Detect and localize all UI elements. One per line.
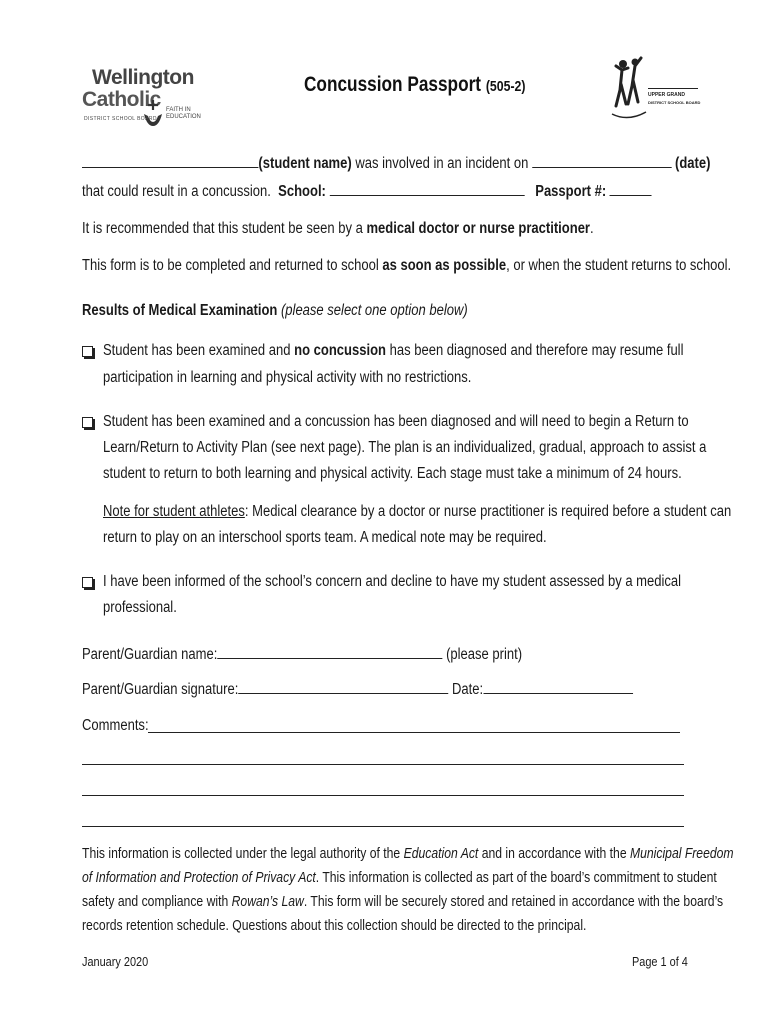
figures-logo-icon: [608, 56, 648, 128]
footer-page-number: Page 1 of 4: [632, 954, 688, 969]
footer-date: January 2020: [82, 954, 149, 969]
guardian-name-field[interactable]: [217, 646, 442, 659]
privacy-line-2: of Information and Protection of Privacy Act. This information is collected as part of the board’s commitment to student: [82, 870, 717, 886]
logo-text-catholic: Catholic: [82, 88, 161, 111]
wellington-catholic-logo: [82, 66, 202, 130]
intro-line-1: (student name) was involved in an incident on (date): [82, 155, 770, 173]
comments-field-line-2[interactable]: [82, 764, 684, 765]
option-3-line-1: I have been informed of the school’s concern and decline to have my student assessed by a medical: [103, 573, 682, 590]
privacy-line-3: safety and compliance with Rowan’s Law. This form will be securely stored and retained in accordance with the board’s: [82, 894, 724, 910]
signature-date-field[interactable]: [483, 681, 633, 694]
comments-field-line-3[interactable]: [82, 795, 684, 796]
comments-label: Comments:: [82, 717, 149, 734]
school-field[interactable]: [330, 183, 525, 196]
option-1-line-2: participation in learning and physical activity with no restrictions.: [103, 369, 472, 386]
intro-line-2: that could result in a concussion. School: Passport #:: [82, 183, 760, 201]
incident-date-field[interactable]: [532, 155, 671, 168]
logo-cross-icon: [142, 98, 164, 128]
privacy-line-1: This information is collected under the legal authority of the Education Act and in accordance with the Municipal Freedom: [82, 846, 734, 862]
comments-field-line-4[interactable]: [82, 826, 684, 827]
option-3-line-2: professional.: [103, 599, 177, 616]
logo-subtitle: DISTRICT SCHOOL BOARD: [84, 116, 157, 122]
student-name-field[interactable]: [82, 155, 258, 168]
option-decline-assessment-checkbox[interactable]: [82, 577, 93, 588]
logo-right-text-1: UPPER GRAND: [648, 92, 685, 98]
comments-field-line-1[interactable]: [148, 732, 680, 733]
recommendation-text: It is recommended that this student be seen by a medical doctor or nurse practitioner.: [82, 220, 594, 237]
option-2-line-1: Student has been examined and a concussion has been diagnosed and will need to begin a Return to: [103, 413, 689, 430]
guardian-signature-field[interactable]: [238, 681, 448, 694]
option-1-line-1: Student has been examined and no concussion has been diagnosed and therefore may resume full: [103, 342, 684, 359]
results-heading: Results of Medical Examination (please select one option below): [82, 302, 468, 319]
passport-number-field[interactable]: [610, 183, 652, 196]
logo-text-wellington: Wellington: [92, 66, 194, 89]
upper-grand-logo: [608, 56, 704, 128]
option-2-line-3: student to return to both learning and physical activity. Each stage must take a minimum of 24 hours.: [103, 465, 682, 482]
completion-instructions: This form is to be completed and returned to school as soon as possible, or when the student returns to school.: [82, 257, 732, 274]
option-2-line-2: Learn/Return to Activity Plan (see next page). The plan is an individualized, gradual, approach to assist a: [103, 439, 707, 456]
guardian-signature-row: Parent/Guardian signature: Date:: [82, 681, 738, 699]
athlete-note-line-2: return to play on an interschool sports team. A medical note may be required.: [103, 529, 547, 546]
option-concussion-diagnosed-checkbox[interactable]: [82, 417, 93, 428]
option-no-concussion-checkbox[interactable]: [82, 346, 93, 357]
logo-tagline: FAITH IN EDUCATION: [166, 107, 201, 120]
athlete-note-line-1: Note for student athletes: Medical clearance by a doctor or nurse practitioner is required before a student can: [103, 503, 732, 520]
privacy-line-4: records retention schedule. Questions about this collection should be directed to the principal.: [82, 918, 587, 934]
page-title: Concussion Passport (505-2): [304, 73, 526, 96]
logo-right-text-2: DISTRICT SCHOOL BOARD: [648, 100, 701, 105]
guardian-name-row: Parent/Guardian name: (please print): [82, 646, 523, 663]
